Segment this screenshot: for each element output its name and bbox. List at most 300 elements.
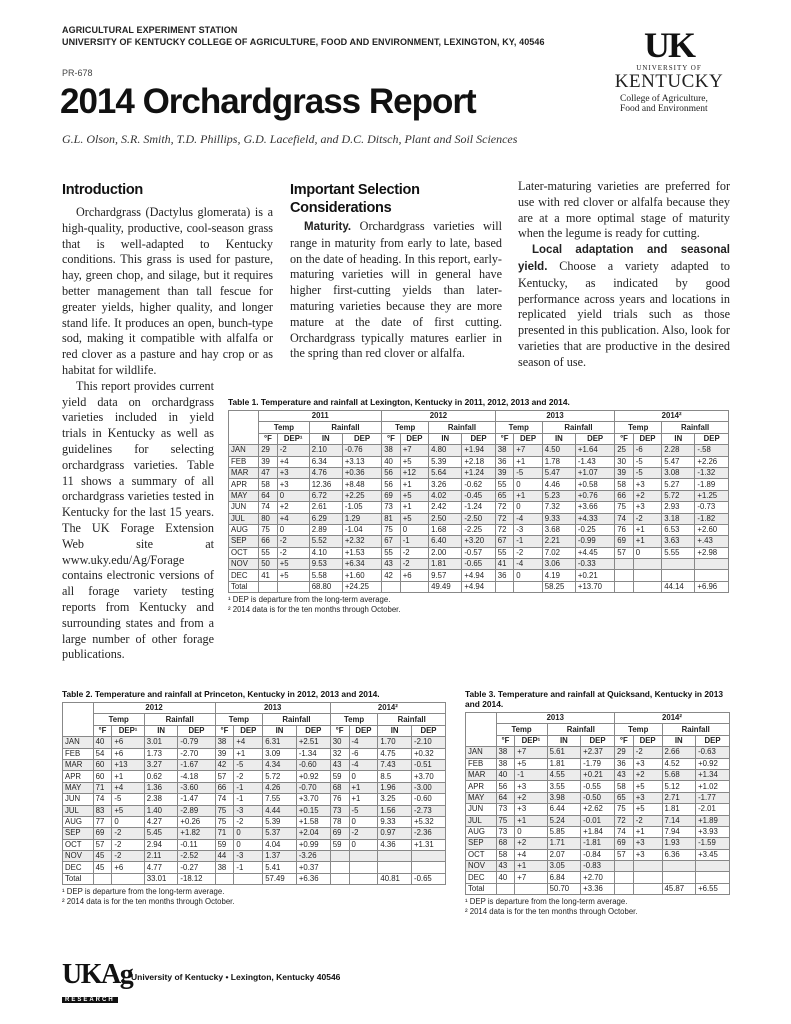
table-cell: 5.37 xyxy=(263,828,297,839)
table-row xyxy=(229,536,729,547)
table-cell: 41 xyxy=(259,570,278,581)
table-cell: 1.56 xyxy=(378,805,412,816)
table-cell: 5.39 xyxy=(263,816,297,827)
table-cell: 3.18 xyxy=(662,513,695,524)
table-cell: 4.19 xyxy=(542,570,575,581)
table-cell: 75 xyxy=(259,524,278,535)
table-cell: +1 xyxy=(633,536,661,547)
later-paragraph: Later-maturing varieties are preferred for use with red clover or alfalfa because they are at a more optimal stage of maturity when the legume is ready for cutting. xyxy=(518,179,730,241)
table-month-cell: JUL xyxy=(466,815,497,826)
table-cell: +4 xyxy=(515,849,547,860)
table-unit-header: IN xyxy=(547,735,581,746)
table-group-header: Temp xyxy=(495,422,542,433)
table-cell: -2.73 xyxy=(411,805,445,816)
table-cell: 59 xyxy=(330,839,349,850)
table-cell: 40 xyxy=(93,737,112,748)
table-cell: +2.60 xyxy=(695,524,729,535)
table-cell: +0.76 xyxy=(575,490,614,501)
maturity-paragraph xyxy=(290,219,502,362)
table-cell: +1.02 xyxy=(696,781,730,792)
table-cell: +1.25 xyxy=(695,490,729,501)
table-cell: +2.26 xyxy=(695,456,729,467)
table-cell: 3.05 xyxy=(547,861,581,872)
table-cell: -0.62 xyxy=(462,479,495,490)
table-cell: -2.01 xyxy=(696,804,730,815)
table-cell xyxy=(662,559,695,570)
table-cell: -2.25 xyxy=(462,524,495,535)
table-cell: 68 xyxy=(496,838,515,849)
table-cell: 43 xyxy=(615,769,634,780)
table-cell: 4.55 xyxy=(547,769,581,780)
table-total-cell xyxy=(615,883,634,894)
table-cell: 66 xyxy=(615,490,634,501)
table-cell: 56 xyxy=(382,479,401,490)
table-cell: 58 xyxy=(615,781,634,792)
table-cell: 73 xyxy=(496,826,515,837)
table-cell: -1 xyxy=(234,862,263,873)
table-cell: 42 xyxy=(215,759,234,770)
table-cell: +4 xyxy=(277,456,309,467)
table-cell: -1.24 xyxy=(462,502,495,513)
table-year-header: 2012 xyxy=(93,703,215,714)
table-cell: 5.24 xyxy=(547,815,581,826)
college-line-1: College of Agriculture, xyxy=(620,94,708,104)
table-unit-header: °F xyxy=(215,725,234,736)
table-unit-header: DEP xyxy=(695,433,729,444)
table-cell: 7.43 xyxy=(378,759,412,770)
table-total-cell: +6.96 xyxy=(695,581,729,592)
table-cell: 6.84 xyxy=(547,872,581,883)
table-unit-header: DEP xyxy=(514,433,542,444)
table-cell: 5.72 xyxy=(263,771,297,782)
table-cell: +2.25 xyxy=(342,490,381,501)
table-cell: -1.77 xyxy=(696,792,730,803)
table-cell: +1 xyxy=(514,456,542,467)
table-total-cell: 58.25 xyxy=(542,581,575,592)
table-total-label: Total xyxy=(466,883,497,894)
table-total-row xyxy=(466,883,730,894)
authors: G.L. Olson, S.R. Smith, T.D. Phillips, G.D. Lacefield, and D.C. Ditsch, Plant and Soil Sciences xyxy=(62,132,518,146)
table-cell: 58 xyxy=(496,849,515,860)
table-cell: 0 xyxy=(234,839,263,850)
table-cell: +0.36 xyxy=(342,467,381,478)
table-cell: 29 xyxy=(615,747,634,758)
table-row xyxy=(63,737,446,748)
table-month-cell: APR xyxy=(229,479,259,490)
table2-footnote-2: ² 2014 data is for the ten months through October. xyxy=(62,896,235,906)
table-cell: +7 xyxy=(400,445,428,456)
table-cell: 57 xyxy=(615,547,634,558)
table-total-cell xyxy=(93,873,112,884)
table-cell: 4.26 xyxy=(263,782,297,793)
table-unit-header: IN xyxy=(263,725,297,736)
table-cell: 72 xyxy=(495,513,514,524)
table-cell: -1 xyxy=(400,536,428,547)
table-cell: -4 xyxy=(514,513,542,524)
table-cell: 73 xyxy=(496,804,515,815)
table-cell: 72 xyxy=(495,502,514,513)
table-cell: 77 xyxy=(93,816,112,827)
table-cell: 75 xyxy=(382,524,401,535)
table-row xyxy=(63,851,446,862)
table-row xyxy=(466,861,730,872)
table-cell: +5 xyxy=(400,513,428,524)
table-total-cell xyxy=(277,581,309,592)
table-cell: 74 xyxy=(259,502,278,513)
table-cell: +3.70 xyxy=(411,771,445,782)
table-month-cell: JAN xyxy=(229,445,259,456)
table-cell: -2 xyxy=(514,547,542,558)
table-cell: -0.25 xyxy=(575,524,614,535)
table-cell: 81 xyxy=(382,513,401,524)
table-cell: 7.02 xyxy=(542,547,575,558)
table-row xyxy=(229,547,729,558)
uk-logo xyxy=(608,25,730,114)
uk-logo-college xyxy=(620,94,730,114)
table-group-header: Temp xyxy=(93,714,144,725)
table-cell xyxy=(695,559,729,570)
local-paragraph xyxy=(518,242,730,370)
table-cell: +4 xyxy=(112,782,144,793)
table-cell: -0.84 xyxy=(581,849,615,860)
table-cell: +4 xyxy=(234,737,263,748)
table-row xyxy=(63,782,446,793)
table-cell: -0.33 xyxy=(575,559,614,570)
table-cell: 5.27 xyxy=(662,479,695,490)
table-cell: 6.36 xyxy=(662,849,696,860)
table-cell: 1.81 xyxy=(547,758,581,769)
table-cell: -1.81 xyxy=(581,838,615,849)
table-cell: -2.36 xyxy=(411,828,445,839)
table-cell: 1.36 xyxy=(144,782,178,793)
table-cell: 2.71 xyxy=(662,792,696,803)
intro-paragraph-1: Orchardgrass (Dactylus glomerata) is a high-quality, productive, cool-season grass that is well-adapted to Kentucky conditions. This grass is used for pasture, hay, green chop, and silage, but it requires better management than tall fescue for greater yields, higher quality, and longer stand life. It produces an open, bunch-type sod, making it compatible with alfalfa or red clover as a pasture and hay crop or as habitat for wildlife. xyxy=(62,205,273,377)
table-cell: +3 xyxy=(633,502,661,513)
table-cell: +0.21 xyxy=(581,769,615,780)
table-total-cell: +24.25 xyxy=(342,581,381,592)
table-cell: -2 xyxy=(234,771,263,782)
table-cell: +4 xyxy=(277,513,309,524)
table-cell: +1.84 xyxy=(581,826,615,837)
table-cell: 38 xyxy=(495,445,514,456)
table-cell: +2 xyxy=(515,792,547,803)
table-cell: +3 xyxy=(277,479,309,490)
table-cell: -0.11 xyxy=(178,839,215,850)
table-cell: 72 xyxy=(495,524,514,535)
table-cell: 0 xyxy=(514,502,542,513)
table-cell: -1.47 xyxy=(178,794,215,805)
table-row xyxy=(63,862,446,873)
table-cell: 0 xyxy=(277,524,309,535)
table-cell: 65 xyxy=(495,490,514,501)
table-cell: 57 xyxy=(93,839,112,850)
table-row xyxy=(229,479,729,490)
table-cell: +7 xyxy=(514,445,542,456)
table2-caption: Table 2. Temperature and rainfall at Princeton, Kentucky in 2012, 2013 and 2014. xyxy=(62,689,380,699)
table-cell: -0.70 xyxy=(296,782,330,793)
table-cell: +1 xyxy=(633,524,661,535)
table-cell: -1 xyxy=(234,794,263,805)
table-cell: +1 xyxy=(112,771,144,782)
table-cell: 43 xyxy=(330,759,349,770)
uk-logo-kentucky: KENTUCKY xyxy=(614,71,724,92)
table-cell: 0 xyxy=(349,816,378,827)
table-cell: 6.72 xyxy=(309,490,342,501)
table-cell: 2.28 xyxy=(662,445,695,456)
table-unit-header: IN xyxy=(309,433,342,444)
table-cell: +1 xyxy=(349,794,378,805)
table-cell: -5 xyxy=(633,467,661,478)
table-month-cell: JAN xyxy=(466,747,497,758)
table-cell: 1.37 xyxy=(263,851,297,862)
table-cell: 76 xyxy=(615,524,634,535)
table-month-cell: JUN xyxy=(63,794,94,805)
maturity-label: Maturity. xyxy=(304,221,352,233)
table-cell: 5.55 xyxy=(662,547,695,558)
table-cell: 38 xyxy=(215,862,234,873)
table-cell: +1.58 xyxy=(296,816,330,827)
table-year-header: 2014² xyxy=(330,703,445,714)
table-cell: +1.89 xyxy=(696,815,730,826)
table-cell: -2 xyxy=(112,839,144,850)
ukag-research-logo xyxy=(62,959,133,1006)
table-cell: -5 xyxy=(112,794,144,805)
table-total-cell: 45.87 xyxy=(662,883,696,894)
table-cell: +5 xyxy=(400,456,428,467)
table-cell: 2.94 xyxy=(144,839,178,850)
table-cell xyxy=(696,861,730,872)
table-cell: 4.36 xyxy=(378,839,412,850)
table-cell: 73 xyxy=(330,805,349,816)
table-cell: 40 xyxy=(382,456,401,467)
table-row xyxy=(229,467,729,478)
table-cell: 55 xyxy=(382,547,401,558)
table-cell: 80 xyxy=(259,513,278,524)
table-unit-header: IN xyxy=(378,725,412,736)
table-cell: -2.10 xyxy=(411,737,445,748)
table-year-header: 2014² xyxy=(615,411,729,422)
table-cell: 5.41 xyxy=(263,862,297,873)
uk-logo-university-of: UNIVERSITY OF xyxy=(636,64,702,72)
table-cell: -2 xyxy=(633,815,662,826)
table-cell: 40 xyxy=(496,872,515,883)
table-row xyxy=(229,559,729,570)
table-row xyxy=(466,747,730,758)
table-cell: +3 xyxy=(277,467,309,478)
table-cell: 4.76 xyxy=(309,467,342,478)
table-group-header: Rainfall xyxy=(309,422,381,433)
table-month-cell: AUG xyxy=(466,826,497,837)
table-month-cell: AUG xyxy=(63,816,94,827)
table-cell: +5 xyxy=(277,559,309,570)
table-cell: 69 xyxy=(93,828,112,839)
table-corner xyxy=(466,713,497,747)
university-line: UNIVERSITY OF KENTUCKY COLLEGE OF AGRICULTURE, FOOD AND ENVIRONMENT, LEXINGTON, KY, 40546 xyxy=(62,37,545,47)
table-cell: 4.04 xyxy=(263,839,297,850)
table-header-years xyxy=(63,703,446,714)
table1-footnote-2: ² 2014 data is for the ten months through October. xyxy=(228,604,401,614)
table-total-cell xyxy=(215,873,234,884)
table-cell: +1 xyxy=(400,479,428,490)
table-cell: -0.57 xyxy=(462,547,495,558)
table-cell: 55 xyxy=(495,547,514,558)
table-cell: 42 xyxy=(382,570,401,581)
table-cell: 2.50 xyxy=(429,513,462,524)
table-cell: 4.80 xyxy=(429,445,462,456)
table-cell: -2 xyxy=(112,851,144,862)
table-total-cell xyxy=(633,883,662,894)
table-cell: -2.89 xyxy=(178,805,215,816)
table-cell xyxy=(615,559,634,570)
table-cell: +2.04 xyxy=(296,828,330,839)
table-cell: 55 xyxy=(259,547,278,558)
table-month-cell: FEB xyxy=(229,456,259,467)
table-cell: 2.66 xyxy=(662,747,696,758)
table-group-header: Temp xyxy=(330,714,378,725)
table-month-cell: SEP xyxy=(229,536,259,547)
table-cell xyxy=(330,851,349,862)
table-cell: 4.46 xyxy=(542,479,575,490)
table-row xyxy=(63,839,446,850)
table-unit-header: DEP¹ xyxy=(515,735,547,746)
table-cell: +0.21 xyxy=(575,570,614,581)
table-cell: -0.76 xyxy=(342,445,381,456)
table-cell: -2.50 xyxy=(462,513,495,524)
selection-continued xyxy=(518,179,730,371)
table-cell: +1.53 xyxy=(342,547,381,558)
table-cell: -1.59 xyxy=(696,838,730,849)
table-cell: 2.10 xyxy=(309,445,342,456)
table-cell: +2 xyxy=(277,502,309,513)
table-cell: 36 xyxy=(615,758,634,769)
table-year-header: 2011 xyxy=(259,411,382,422)
table3 xyxy=(465,712,730,895)
table-cell: +2 xyxy=(515,838,547,849)
table-total-cell: +3.36 xyxy=(581,883,615,894)
table-cell: +7 xyxy=(515,872,547,883)
table-cell: +0.37 xyxy=(296,862,330,873)
table-header-units xyxy=(229,433,729,444)
table-cell: 2.21 xyxy=(542,536,575,547)
table-total-cell: +6.55 xyxy=(696,883,730,894)
table-total-cell: 68.80 xyxy=(309,581,342,592)
table-cell: 69 xyxy=(382,490,401,501)
table-cell: +5.32 xyxy=(411,816,445,827)
table-cell: -2.70 xyxy=(178,748,215,759)
table-cell: -5 xyxy=(514,467,542,478)
table-unit-header: °F xyxy=(93,725,112,736)
table-cell: -2 xyxy=(277,445,309,456)
table-cell: 74 xyxy=(93,794,112,805)
table-unit-header: DEP xyxy=(633,433,661,444)
table-unit-header: °F xyxy=(496,735,515,746)
table-cell: 0 xyxy=(514,479,542,490)
table-unit-header: DEP xyxy=(462,433,495,444)
table-cell: -2 xyxy=(349,828,378,839)
table-year-header: 2013 xyxy=(215,703,330,714)
table3-caption: Table 3. Temperature and rainfall at Quicksand, Kentucky in 2013 and 2014. xyxy=(465,689,724,709)
table-row xyxy=(229,524,729,535)
table-unit-header: DEP¹ xyxy=(112,725,144,736)
table-unit-header: IN xyxy=(542,433,575,444)
table-cell xyxy=(615,872,634,883)
table-cell: +1 xyxy=(515,815,547,826)
table-total-cell: 49.49 xyxy=(429,581,462,592)
table-cell xyxy=(696,872,730,883)
table-row xyxy=(63,828,446,839)
table-month-cell: SEP xyxy=(466,838,497,849)
page-title: 2014 Orchardgrass Report xyxy=(60,82,476,121)
table-cell xyxy=(615,861,634,872)
table-month-cell: NOV xyxy=(63,851,94,862)
local-text: Choose a variety adapted to Kentucky, as indicated by good performance across years and locations in replicated yield trials such as those presented in this publication. Also, look for varieties that are productive in the desired season of use. xyxy=(518,258,731,369)
table-cell: 2.07 xyxy=(547,849,581,860)
table-cell xyxy=(633,861,662,872)
table-cell: 5.85 xyxy=(547,826,581,837)
table-cell: -1.67 xyxy=(178,759,215,770)
table-unit-header: DEP¹ xyxy=(277,433,309,444)
table-cell: 12.36 xyxy=(309,479,342,490)
table-cell: 4.77 xyxy=(144,862,178,873)
table-month-cell: FEB xyxy=(466,758,497,769)
table-cell: +1 xyxy=(349,782,378,793)
table-cell: 0 xyxy=(349,771,378,782)
table-cell: +0.92 xyxy=(696,758,730,769)
table-cell: 41 xyxy=(495,559,514,570)
table-cell: -1.05 xyxy=(342,502,381,513)
table-row xyxy=(63,771,446,782)
table-row xyxy=(63,794,446,805)
table-cell: -0.27 xyxy=(178,862,215,873)
table-cell: +2.32 xyxy=(342,536,381,547)
table-cell: +1 xyxy=(234,748,263,759)
table-cell: +8.48 xyxy=(342,479,381,490)
table-cell: 39 xyxy=(495,467,514,478)
table-cell xyxy=(411,851,445,862)
table-cell: 32 xyxy=(330,748,349,759)
table-cell: +1 xyxy=(400,502,428,513)
table-cell: 38 xyxy=(496,747,515,758)
table-cell: -3.26 xyxy=(296,851,330,862)
table-row xyxy=(466,769,730,780)
table-cell xyxy=(330,862,349,873)
table-cell: +3.45 xyxy=(696,849,730,860)
table-cell: 0 xyxy=(633,547,661,558)
table-cell: 64 xyxy=(259,490,278,501)
table-year-header: 2013 xyxy=(496,713,614,724)
table-cell: +1.94 xyxy=(462,445,495,456)
table-cell: -.58 xyxy=(695,445,729,456)
table-cell: +3.70 xyxy=(296,794,330,805)
table-cell: 1.93 xyxy=(662,838,696,849)
table-cell: 56 xyxy=(382,467,401,478)
table-cell: +2 xyxy=(633,769,662,780)
table-cell: -0.01 xyxy=(581,815,615,826)
table-cell: 29 xyxy=(259,445,278,456)
table1-block xyxy=(228,397,729,614)
footer-address: University of Kentucky • Lexington, Kentucky 40546 xyxy=(131,972,341,982)
table-cell: -1.34 xyxy=(296,748,330,759)
table-cell: 3.63 xyxy=(662,536,695,547)
table-cell: 5.45 xyxy=(144,828,178,839)
table-unit-header: DEP xyxy=(581,735,615,746)
table-group-header: Rainfall xyxy=(662,422,729,433)
table-unit-header: DEP xyxy=(178,725,215,736)
table-cell: -2 xyxy=(112,828,144,839)
table-row xyxy=(63,759,446,770)
table-cell: +2.98 xyxy=(695,547,729,558)
table-cell: 39 xyxy=(615,467,634,478)
